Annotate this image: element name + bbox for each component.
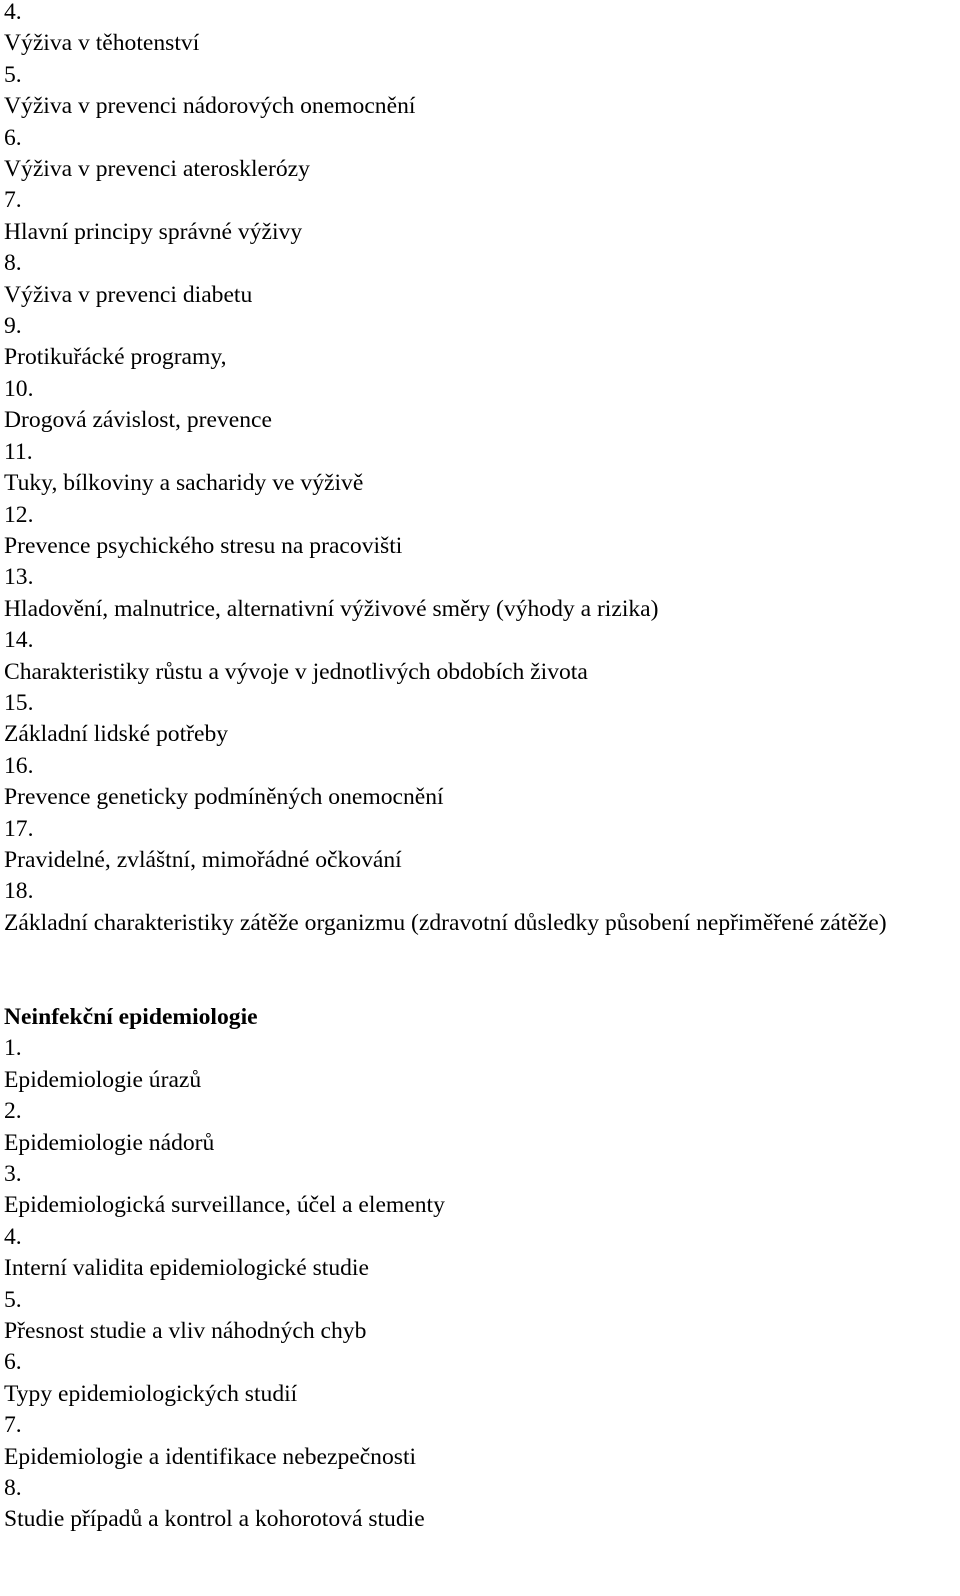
- item-text: Přesnost studie a vliv náhodných chyb: [4, 1318, 367, 1345]
- item-text: Typy epidemiologických studií: [4, 1380, 298, 1407]
- item-number: 7.: [4, 1412, 22, 1439]
- item-text: Interní validita epidemiologické studie: [4, 1255, 369, 1282]
- document-body: [4, 0, 954, 1536]
- item-number: 16.: [4, 752, 34, 779]
- item-text: Epidemiologie úrazů: [4, 1066, 202, 1093]
- item-number: 5.: [4, 61, 22, 88]
- item-text: Epidemiologie a identifikace nebezpečnosti: [4, 1443, 417, 1470]
- item-number: 5.: [4, 1286, 22, 1313]
- item-number: 1.: [4, 1035, 22, 1062]
- item-number: 9.: [4, 313, 22, 340]
- item-text: Charakteristiky růstu a vývoje v jednotlivých obdobích života: [4, 658, 588, 685]
- item-number: 17.: [4, 815, 34, 842]
- item-text: Pravidelné, zvláštní, mimořádné očkování: [4, 846, 402, 873]
- item-number: 7.: [4, 187, 22, 214]
- item-text: Výživa v prevenci aterosklerózy: [4, 156, 310, 183]
- item-text: Hlavní principy správné výživy: [4, 218, 303, 245]
- item-text: Výživa v prevenci nádorových onemocnění: [4, 93, 416, 120]
- item-number: 15.: [4, 689, 34, 716]
- item-text: Hladovění, malnutrice, alternativní výživové směry (výhody a rizika): [4, 595, 659, 622]
- item-number: 6.: [4, 124, 22, 151]
- item-number: 12.: [4, 501, 34, 528]
- item-text: Drogová závislost, prevence: [4, 407, 272, 434]
- nutrition-topic-list: [4, 0, 954, 939]
- item-number: 6.: [4, 1349, 22, 1376]
- item-number: 18.: [4, 878, 34, 905]
- item-text: Prevence psychického stresu na pracovišti: [4, 532, 403, 559]
- item-number: 14.: [4, 627, 34, 654]
- item-text: Epidemiologie nádorů: [4, 1129, 215, 1156]
- item-text: Základní charakteristiky zátěže organizmu (zdravotní důsledky působení nepřiměřené zátěže): [4, 909, 887, 936]
- item-number: 4.: [4, 0, 22, 25]
- item-text: Tuky, bílkoviny a sacharidy ve výživě: [4, 470, 364, 497]
- item-number: 11.: [4, 438, 33, 465]
- item-text: Výživa v prevenci diabetu: [4, 281, 253, 308]
- epidemiology-topic-list: [4, 1002, 954, 1536]
- item-number: 4.: [4, 1223, 22, 1250]
- item-text: Prevence geneticky podmíněných onemocnění: [4, 784, 444, 811]
- item-number: 2.: [4, 1098, 22, 1125]
- item-text: Výživa v těhotenství: [4, 30, 200, 57]
- section-spacer: [4, 939, 954, 1002]
- item-text: Protikuřácké programy,: [4, 344, 227, 371]
- item-number: 13.: [4, 564, 34, 591]
- item-number: 8.: [4, 250, 22, 277]
- item-text: Základní lidské potřeby: [4, 721, 229, 748]
- item-text: Studie případů a kontrol a kohorotová studie: [4, 1506, 425, 1533]
- item-text: Epidemiologická surveillance, účel a elementy: [4, 1192, 445, 1219]
- item-number: 8.: [4, 1475, 22, 1502]
- item-number: 10.: [4, 375, 34, 402]
- item-number: 3.: [4, 1161, 22, 1188]
- section-heading: Neinfekční epidemiologie: [4, 1003, 258, 1030]
